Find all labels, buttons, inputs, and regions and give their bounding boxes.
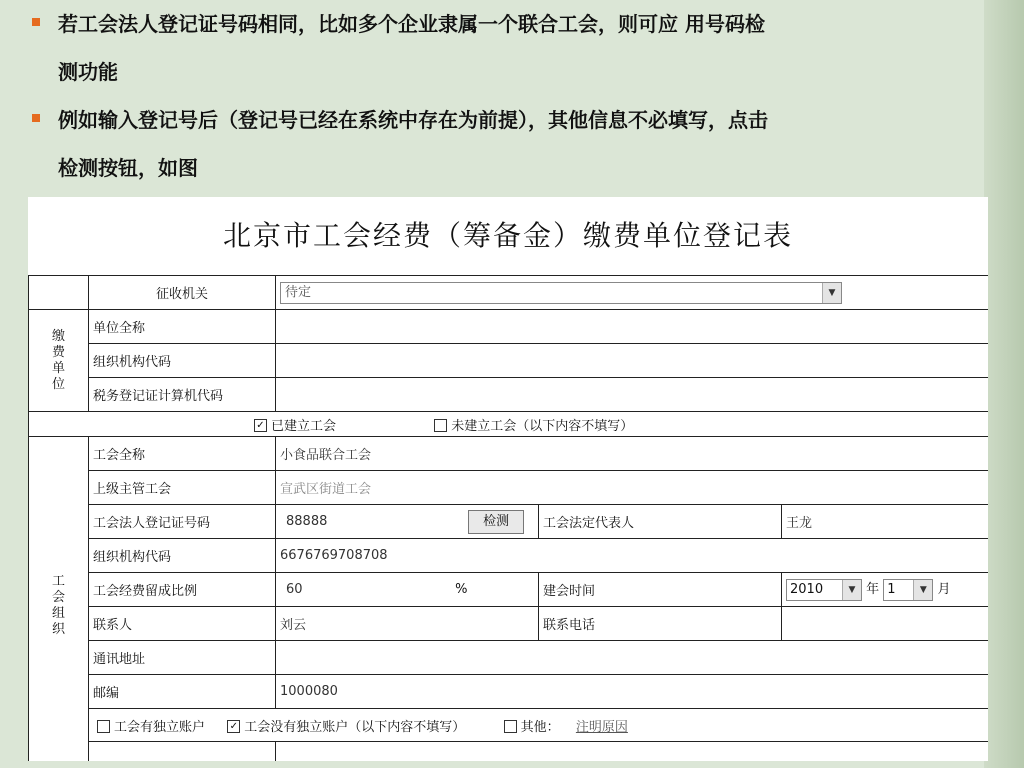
bullet-text: 例如输入登记号后（登记号已经在系统中存在为前提），其他信息不必填写，点击 bbox=[58, 108, 768, 132]
reg-no-label: 工会法人登记证号码 bbox=[89, 505, 276, 539]
address-label: 通讯地址 bbox=[89, 641, 276, 675]
reg-no-cell bbox=[276, 505, 539, 539]
contact-label: 联系人 bbox=[89, 607, 276, 641]
reason-field[interactable]: 注明原因 bbox=[575, 719, 628, 735]
not-established-label: 未建立工会（以下内容不填写） bbox=[451, 418, 634, 434]
other-label: 其他： bbox=[520, 719, 560, 735]
reg-no-field[interactable]: 88888 bbox=[286, 513, 328, 529]
ratio-field[interactable]: 60 bbox=[286, 582, 303, 597]
unit-name-field[interactable] bbox=[276, 310, 989, 344]
month-select[interactable]: 1 ▼ bbox=[883, 579, 933, 601]
form-table bbox=[28, 275, 988, 761]
bullet-item bbox=[28, 96, 998, 144]
parent-union-label: 上级主管工会 bbox=[89, 471, 276, 505]
month-unit: 月 bbox=[937, 582, 951, 597]
bullet-icon bbox=[32, 114, 40, 122]
unit-side-top bbox=[29, 276, 89, 310]
collector-select[interactable] bbox=[280, 282, 842, 304]
collector-cell bbox=[276, 276, 989, 310]
other-checkbox[interactable] bbox=[504, 720, 517, 733]
org-code-label: 组织机构代码 bbox=[89, 539, 276, 573]
unit-org-code-field[interactable] bbox=[276, 344, 989, 378]
ratio-cell bbox=[276, 573, 539, 607]
ratio-label: 工会经费留成比例 bbox=[89, 573, 276, 607]
established-checkbox[interactable]: ✓ bbox=[254, 419, 267, 432]
founded-label: 建会时间 bbox=[539, 573, 782, 607]
bullet-text: 若工会法人登记证号码相同，比如多个企业隶属一个联合工会，则可应 用号码检 bbox=[58, 12, 765, 36]
phone-label: 联系电话 bbox=[539, 607, 782, 641]
no-account-label: 工会没有独立账户（以下内容不填写） bbox=[244, 719, 466, 735]
bullet-text: 测功能 bbox=[58, 60, 118, 84]
collector-value: 待定 bbox=[285, 284, 312, 300]
union-name-field[interactable]: 小食品联合工会 bbox=[276, 437, 989, 471]
check-button[interactable]: 检测 bbox=[468, 510, 524, 534]
unit-name-label: 单位全称 bbox=[89, 310, 276, 344]
legal-rep-field[interactable]: 王龙 bbox=[782, 505, 989, 539]
zip-field[interactable]: 1000080 bbox=[276, 675, 989, 709]
registration-form bbox=[28, 197, 988, 761]
no-account-checkbox[interactable]: ✓ bbox=[227, 720, 240, 733]
contact-field[interactable]: 刘云 bbox=[276, 607, 539, 641]
extra-cell bbox=[276, 742, 989, 762]
address-field[interactable] bbox=[276, 641, 989, 675]
account-row bbox=[89, 709, 989, 742]
bullet-icon bbox=[32, 18, 40, 26]
parent-union-field[interactable]: 宣武区街道工会 bbox=[276, 471, 989, 505]
chevron-down-icon[interactable]: ▼ bbox=[822, 283, 841, 303]
unit-org-code-label: 组织机构代码 bbox=[89, 344, 276, 378]
zip-label: 邮编 bbox=[89, 675, 276, 709]
union-side-label: 工会组织 bbox=[29, 437, 89, 762]
unit-side-label: 缴费单位 bbox=[29, 310, 89, 412]
phone-field[interactable] bbox=[782, 607, 989, 641]
chevron-down-icon[interactable]: ▼ bbox=[913, 580, 932, 600]
tax-code-label: 税务登记证计算机代码 bbox=[89, 378, 276, 412]
org-code-field[interactable]: 6676769708708 bbox=[276, 539, 989, 573]
bullet-item-continued bbox=[28, 144, 998, 192]
own-account-label: 工会有独立账户 bbox=[114, 719, 206, 735]
bullet-list bbox=[28, 0, 998, 192]
bullet-item bbox=[28, 0, 998, 48]
founded-cell bbox=[782, 573, 989, 607]
own-account-checkbox[interactable] bbox=[97, 720, 110, 733]
year-select[interactable]: 2010 ▼ bbox=[786, 579, 862, 601]
year-unit: 年 bbox=[866, 582, 880, 597]
union-status-row bbox=[29, 412, 989, 437]
form-title: 北京市工会经费（筹备金）缴费单位登记表 bbox=[222, 219, 793, 252]
percent-unit: % bbox=[455, 582, 468, 597]
bullet-item-continued bbox=[28, 48, 998, 96]
established-label: 已建立工会 bbox=[271, 418, 337, 434]
extra-row bbox=[89, 742, 276, 762]
union-name-label: 工会全称 bbox=[89, 437, 276, 471]
chevron-down-icon[interactable]: ▼ bbox=[842, 580, 861, 600]
legal-rep-label: 工会法定代表人 bbox=[539, 505, 782, 539]
collector-label: 征收机关 bbox=[89, 276, 276, 310]
not-established-checkbox[interactable] bbox=[434, 419, 447, 432]
tax-code-field[interactable] bbox=[276, 378, 989, 412]
bullet-text: 检测按钮，如图 bbox=[58, 156, 198, 180]
